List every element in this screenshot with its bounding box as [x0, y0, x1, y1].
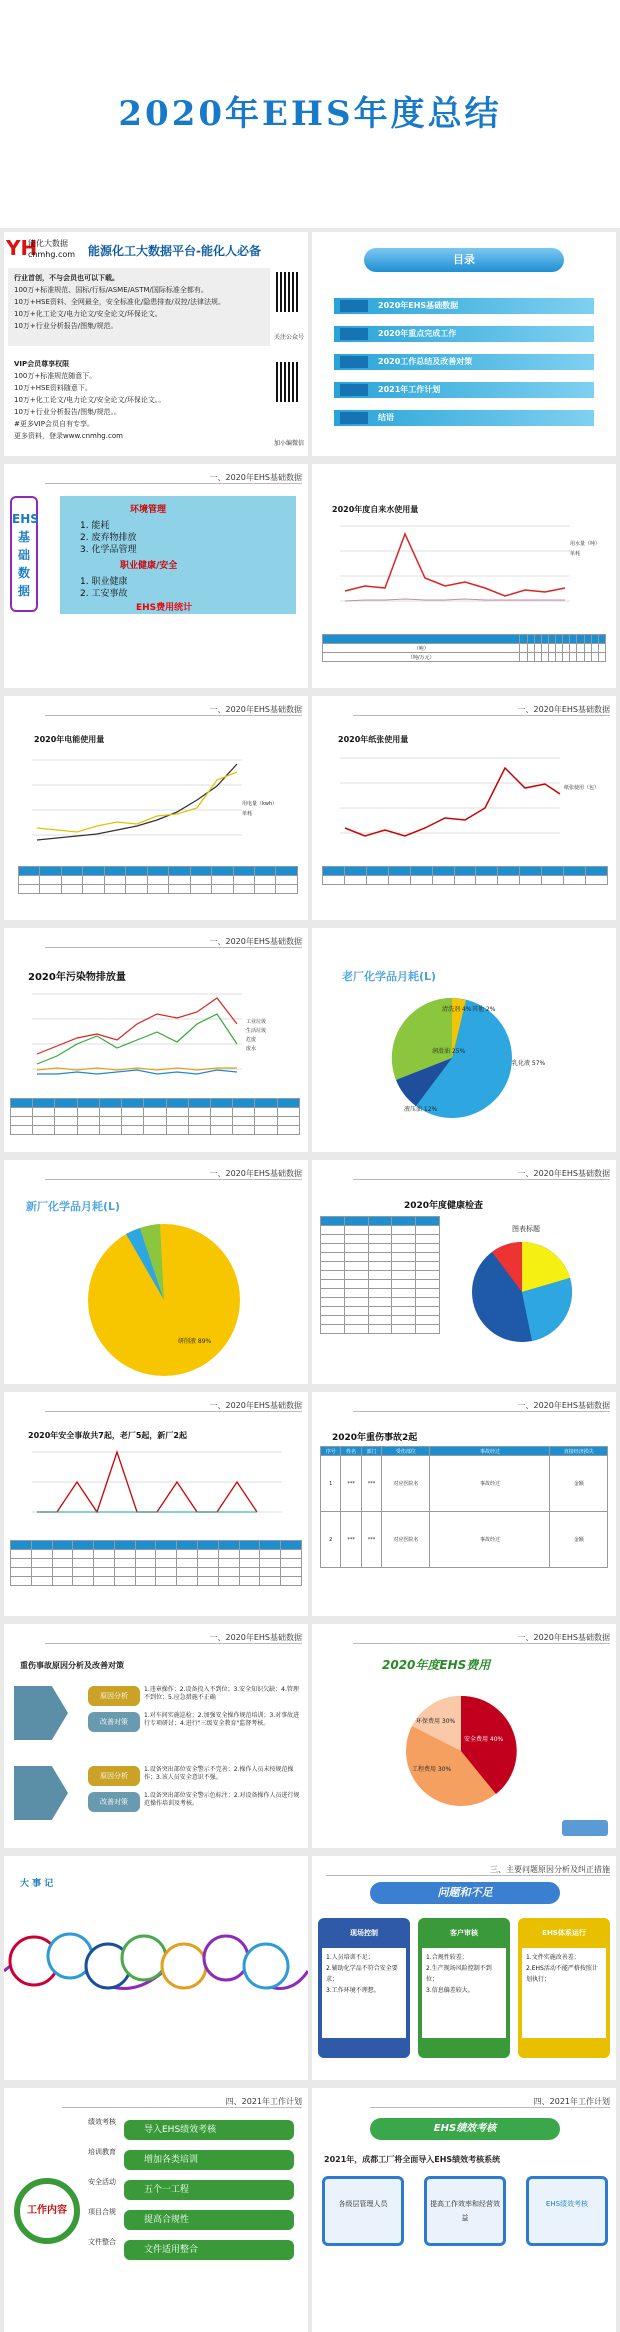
table-cell: （吨/万元）	[323, 653, 520, 662]
data-label: 乳化液 57%	[512, 1060, 546, 1067]
follow-label: 关注公众号	[274, 334, 305, 341]
pollution-chart	[12, 984, 302, 1094]
slide-ad	[4, 232, 308, 456]
list-item: 1. 能耗	[80, 521, 110, 531]
chart-title: 2020年重伤事故2起	[332, 1433, 418, 1443]
perf-box: 各级层管理人员	[322, 2176, 404, 2246]
list-item: 3. 化学品管理	[80, 545, 137, 555]
chart-title: 2020年度健康检查	[404, 1201, 484, 1211]
plan-key: 项目合规	[88, 2208, 116, 2216]
timeline-diagram	[4, 1896, 308, 2046]
perf-box: 提高工作效率和经营效益	[424, 2176, 506, 2246]
series-line	[37, 998, 237, 1054]
chart-title: 重伤事故原因分析及改善对策	[20, 1661, 124, 1670]
slide-problems	[312, 1856, 616, 2080]
section-tag: 一、2020年EHS基础数据	[517, 705, 610, 714]
toc-item[interactable]: 结语	[334, 410, 594, 426]
data-label: 清洗剂 4%	[442, 1006, 472, 1013]
legend-item: 用水量（吨）	[570, 541, 601, 547]
series-line	[345, 534, 565, 596]
cause-text: 1.设备突出部位安全警示不完善；2.操作人员未按规范操作；3.该人员安全意识不强。	[144, 1766, 294, 1781]
chart-title: 新厂化学品月耗(L)	[26, 1200, 121, 1213]
toc-item[interactable]: 2020年重点完成工作	[334, 326, 594, 342]
pie-chart	[462, 1232, 582, 1352]
legend-item: 废水	[246, 1046, 257, 1052]
list-item: 2. 废弃物排放	[80, 533, 137, 543]
series-line	[345, 768, 560, 836]
legend-item: 用电量（kwh）	[242, 801, 278, 807]
problem-column: EHS体系运行 1.文件实施改善差； 2.EHS活动不能严格按照计划执行；	[518, 1918, 610, 2058]
pie-chart	[64, 1220, 264, 1380]
slide-health	[312, 1160, 616, 1384]
legend-item: 单耗	[242, 811, 253, 817]
slide-old-chemicals	[312, 928, 616, 1152]
list-item: 2. 工安事故	[80, 589, 128, 599]
chart-title: 2020年度EHS费用	[382, 1658, 491, 1672]
stat-heading: EHS费用统计	[136, 603, 193, 613]
slide-cause	[4, 1624, 308, 1848]
measure-text: 1.设备突出部位安全警示色标注；2.对设备操作人员进行规范操作培训及考核。	[144, 1792, 300, 1807]
chart-title: 2020年纸张使用量	[338, 735, 409, 744]
slide-toc	[312, 232, 616, 456]
section-tag: 一、2020年EHS基础数据	[209, 1169, 302, 1178]
measure-label: 改善对策	[88, 1712, 140, 1732]
chart-title: 2020年度自来水使用量	[332, 505, 419, 514]
slide-events	[4, 1856, 308, 2080]
ad-tagline: 能源化工大数据平台-能化人必备	[88, 244, 261, 258]
page-title: 2020年EHS年度总结	[118, 94, 502, 134]
plan-item: 提高合规性	[124, 2210, 294, 2230]
water-chart	[320, 516, 610, 626]
section-title: EHS绩效考核	[370, 2118, 560, 2140]
subtitle: 2021年，成都工厂将全面导入EHS绩效考核系统	[324, 2155, 501, 2164]
plan-key: 培训教育	[88, 2148, 116, 2156]
section-tag: 一、2020年EHS基础数据	[517, 1633, 610, 1642]
data-label: 安全费用 40%	[464, 1736, 504, 1743]
data-table	[18, 866, 298, 894]
toc-title: 目录	[364, 248, 564, 272]
slide-injury	[312, 1392, 616, 1616]
series-line	[37, 764, 237, 840]
logo: YH 能化大数据 cnmhg.com	[6, 236, 76, 260]
data-table	[322, 866, 608, 885]
legend-item: 单耗	[570, 551, 581, 557]
section-tag: 一、2020年EHS基础数据	[209, 473, 302, 482]
paper-chart	[320, 748, 610, 858]
chart-title: 2020年安全事故共7起，老厂5起，新厂2起	[28, 1431, 187, 1440]
slide-basic-data	[4, 464, 308, 688]
qr-code-icon	[276, 362, 298, 402]
env-heading: 环境管理	[130, 505, 167, 515]
section-tag: 四、2021年工作计划	[533, 2097, 610, 2106]
pie-chart	[396, 1686, 526, 1816]
add-label: 加小编微信	[274, 440, 305, 447]
ad-box-vip: VIP会员尊享权限 100万+标准规范随意下。 10万+HSE资料随意下。 10万+化工论文/电力论文/安全论文/环保论文。。 10万+行业分析报告/图集/规范。。 #更多VIP会员自有专享。 更多资料，登录www.cnmhg.com	[8, 354, 270, 434]
plan-item: 增加各类培训	[124, 2150, 294, 2170]
data-label: 工程费用 30%	[412, 1766, 452, 1773]
legend-title: 图表标题	[512, 1225, 540, 1233]
toc-item[interactable]: 2020年EHS基础数据	[334, 298, 594, 314]
data-table	[320, 1216, 440, 1334]
slide-new-chemicals	[4, 1160, 308, 1384]
series-line	[37, 772, 237, 832]
slide-performance	[312, 2088, 616, 2332]
measure-text: 1.对车间实施巡检；2.加强安全操作规范培训；3.对事故进行专项研讨；4.进行"三级安全教育"监督考核。	[144, 1712, 300, 1727]
plan-key: 文件整合	[88, 2238, 116, 2246]
accident-chart	[12, 1442, 302, 1532]
section-tag: 四、2021年工作计划	[225, 2097, 302, 2106]
section-tag: 一、2020年EHS基础数据	[517, 1169, 610, 1178]
cause-label: 原因分析	[88, 1766, 140, 1786]
cause-text: 1.违章操作；2.设备投入不到位；3.安全知识欠缺；4.管理不到位；5.应急措施不正确	[144, 1686, 299, 1701]
series-line	[37, 1014, 237, 1064]
slide-accidents	[4, 1392, 308, 1616]
list-item: 1. 职业健康	[80, 577, 128, 587]
problem-column: 客户审核 1.合规性较差； 2.生产现场风险控制不到位； 3.信息偏差较大。	[418, 1918, 510, 2058]
plan-item: 五个一工程	[124, 2180, 294, 2200]
legend-item: 生活垃圾	[246, 1028, 267, 1034]
data-table	[322, 634, 606, 662]
perf-box: EHS绩效考核	[526, 2176, 608, 2246]
back-arrow-icon[interactable]	[562, 1820, 608, 1836]
chart-title: 2020年污染物排放量	[28, 972, 126, 983]
data-label: 润滑油 25%	[432, 1048, 466, 1055]
toc-item[interactable]: 2020工作总结及改善对策	[334, 354, 594, 370]
cause-label: 原因分析	[88, 1686, 140, 1706]
slide-plan	[4, 2088, 308, 2332]
section-tag: 一、2020年EHS基础数据	[209, 937, 302, 946]
flow-title: 大 事 记	[20, 1879, 54, 1889]
measure-label: 改善对策	[88, 1792, 140, 1812]
qr-code-icon	[276, 272, 298, 312]
plan-center: 工作内容	[14, 2178, 80, 2244]
slide-water	[312, 464, 616, 688]
legend-item: 危废	[246, 1037, 257, 1043]
slide-paper	[312, 696, 616, 920]
section-tag: 一、2020年EHS基础数据	[209, 1633, 302, 1642]
slide-pollution	[4, 928, 308, 1152]
section-tag: 一、2020年EHS基础数据	[209, 705, 302, 714]
injury-table: 序号 姓名 部门 受伤部位 事故经过 直接经济损失 1 *** *** 对应医院名 事故经过 金额 2 *** *** 对应医院名 事故经过 金额	[320, 1446, 608, 1568]
data-table	[10, 1098, 300, 1135]
vertical-title: EHS 基 础 数 据	[10, 496, 38, 612]
section-tag: 三、主要问题原因分析及纠正措施	[490, 1865, 610, 1874]
plan-item: 文件适用整合	[124, 2240, 294, 2260]
data-table	[10, 1540, 302, 1586]
page-header	[0, 0, 620, 228]
section-title: 问题和不足	[370, 1882, 560, 1904]
content-panel	[60, 496, 296, 614]
arrow-shape	[14, 1766, 68, 1820]
chart-title: 2020年电能使用量	[34, 735, 105, 744]
arrow-shape	[14, 1686, 68, 1740]
plan-item: 导入EHS绩效考核	[124, 2120, 294, 2140]
problem-column: 现场控制 1.人员培训不足； 2.辅助化学品不符合安全要求； 3.工作环境不理想。	[318, 1918, 410, 2058]
data-label: 其他 2%	[472, 1006, 496, 1013]
ad-box-free: 行业首创，不与会员也可以下载。 100万+标准规范、国标/行标/ASME/ASTM/国际标准全都有。 10万+HSE资料、全网最全，安全标准化/隐患排查/双控/法律法规。 10万+化工论文/电力论文/安全论文/环保论文。 10万+行业分析报告/图集/规范。	[8, 268, 270, 346]
plan-key: 绩效考核	[88, 2118, 116, 2126]
slide-electric	[4, 696, 308, 920]
table-cell: （吨）	[323, 644, 520, 653]
plan-key: 安全活动	[88, 2178, 116, 2186]
series-line	[37, 1070, 237, 1074]
data-label: 环保费用 30%	[416, 1718, 456, 1725]
section-tag: 一、2020年EHS基础数据	[209, 1401, 302, 1410]
health-heading: 职业健康/安全	[120, 561, 178, 571]
data-label: 研削液 89%	[178, 1338, 212, 1345]
toc-item[interactable]: 2021年工作计划	[334, 382, 594, 398]
chart-title: 老厂化学品月耗(L)	[342, 970, 437, 983]
data-label: 液压油 12%	[404, 1106, 438, 1113]
legend-item: 纸张使用（包）	[564, 785, 600, 791]
slide-cost	[312, 1624, 616, 1848]
section-tag: 一、2020年EHS基础数据	[517, 1401, 610, 1410]
legend-item: 工业垃圾	[246, 1019, 267, 1025]
